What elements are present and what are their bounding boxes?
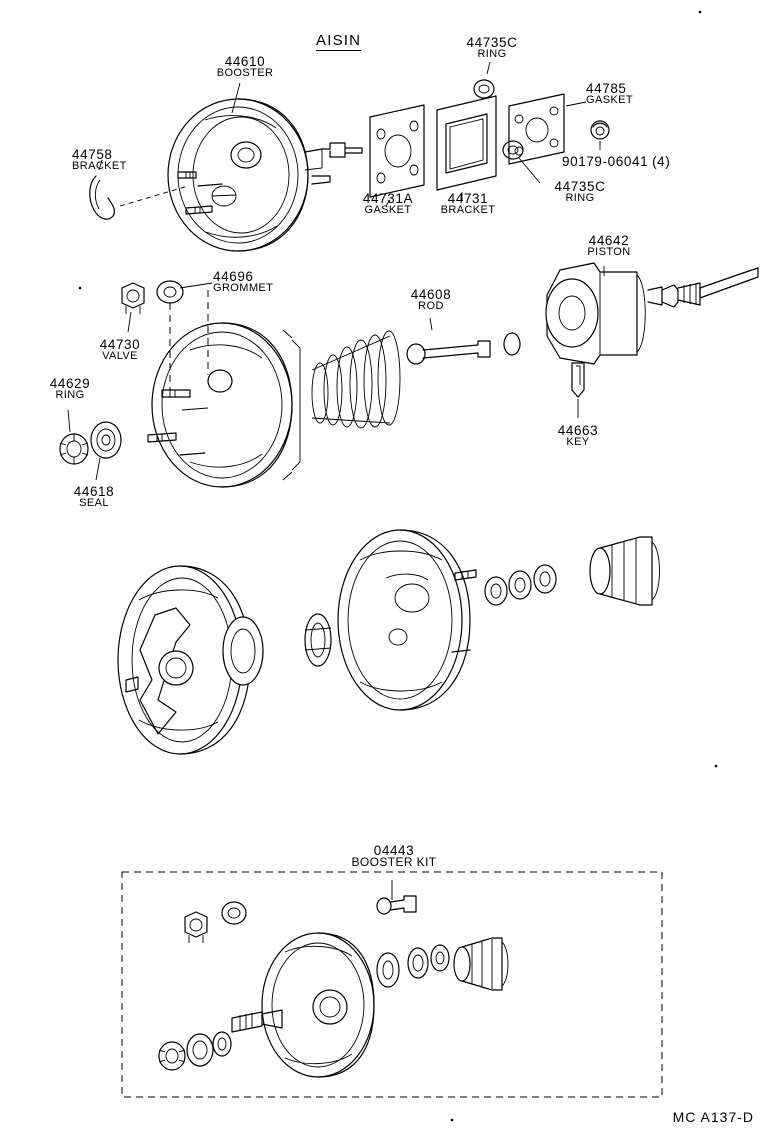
- dust-boot-shape: [590, 537, 660, 605]
- part-label-44629: 44629 RING: [49, 376, 91, 401]
- part-label-44758: 44758 BRACKET: [72, 147, 127, 172]
- part-label-44731: 44731 BRACKET: [440, 191, 496, 216]
- part-44731-bracket-shape: [437, 96, 496, 190]
- part-44730-valve-shape: [122, 283, 144, 314]
- part-label-44608: 44608 ROD: [410, 287, 452, 312]
- manufacturer-label: AISIN: [316, 32, 362, 49]
- part-label-44785: 44785 GASKET: [586, 81, 634, 106]
- part-44642-piston-shape: [546, 263, 758, 364]
- part-44618-seal-shape: [91, 422, 121, 458]
- part-44663-key-shape: [572, 363, 584, 397]
- part-label-44735c-top: 44735C RING: [466, 35, 518, 60]
- part-44629-ring-shape: [60, 434, 88, 464]
- part-label-90179: 90179-06041 (4): [562, 154, 671, 169]
- part-44696-grommet-shape: [157, 281, 183, 303]
- part-label-44731a: 44731A GASKET: [362, 191, 414, 216]
- part-label-44642: 44642 PISTON: [587, 233, 631, 258]
- part-label-44618: 44618 SEAL: [73, 484, 115, 509]
- drawing-code: MC A137-D: [672, 1109, 754, 1125]
- booster-spring-shape: [312, 331, 400, 428]
- washer-set: [485, 565, 556, 605]
- booster-shell-right: [338, 530, 476, 710]
- booster-body-upper: [168, 99, 362, 251]
- part-label-44735c-bottom: 44735C RING: [554, 179, 606, 204]
- part-label-44696: 44696 GROMMET: [213, 269, 274, 294]
- part-44731a-gasket-shape: [370, 105, 424, 197]
- kit-label: 04443 BOOSTER KIT: [351, 843, 437, 869]
- part-90179-nut-shape: [591, 121, 609, 139]
- booster-shell-left: [118, 566, 263, 754]
- shell-seal-ring: [305, 614, 331, 666]
- booster-body-middle: [148, 323, 300, 487]
- part-label-44610: 44610 BOOSTER: [216, 54, 274, 79]
- kit-contents: [159, 896, 508, 1077]
- part-label-44730: 44730 VALVE: [99, 337, 141, 362]
- part-44758-bracket-shape: [90, 176, 115, 219]
- part-label-44663: 44663 KEY: [557, 423, 599, 448]
- part-44608-rod-shape: [407, 333, 520, 364]
